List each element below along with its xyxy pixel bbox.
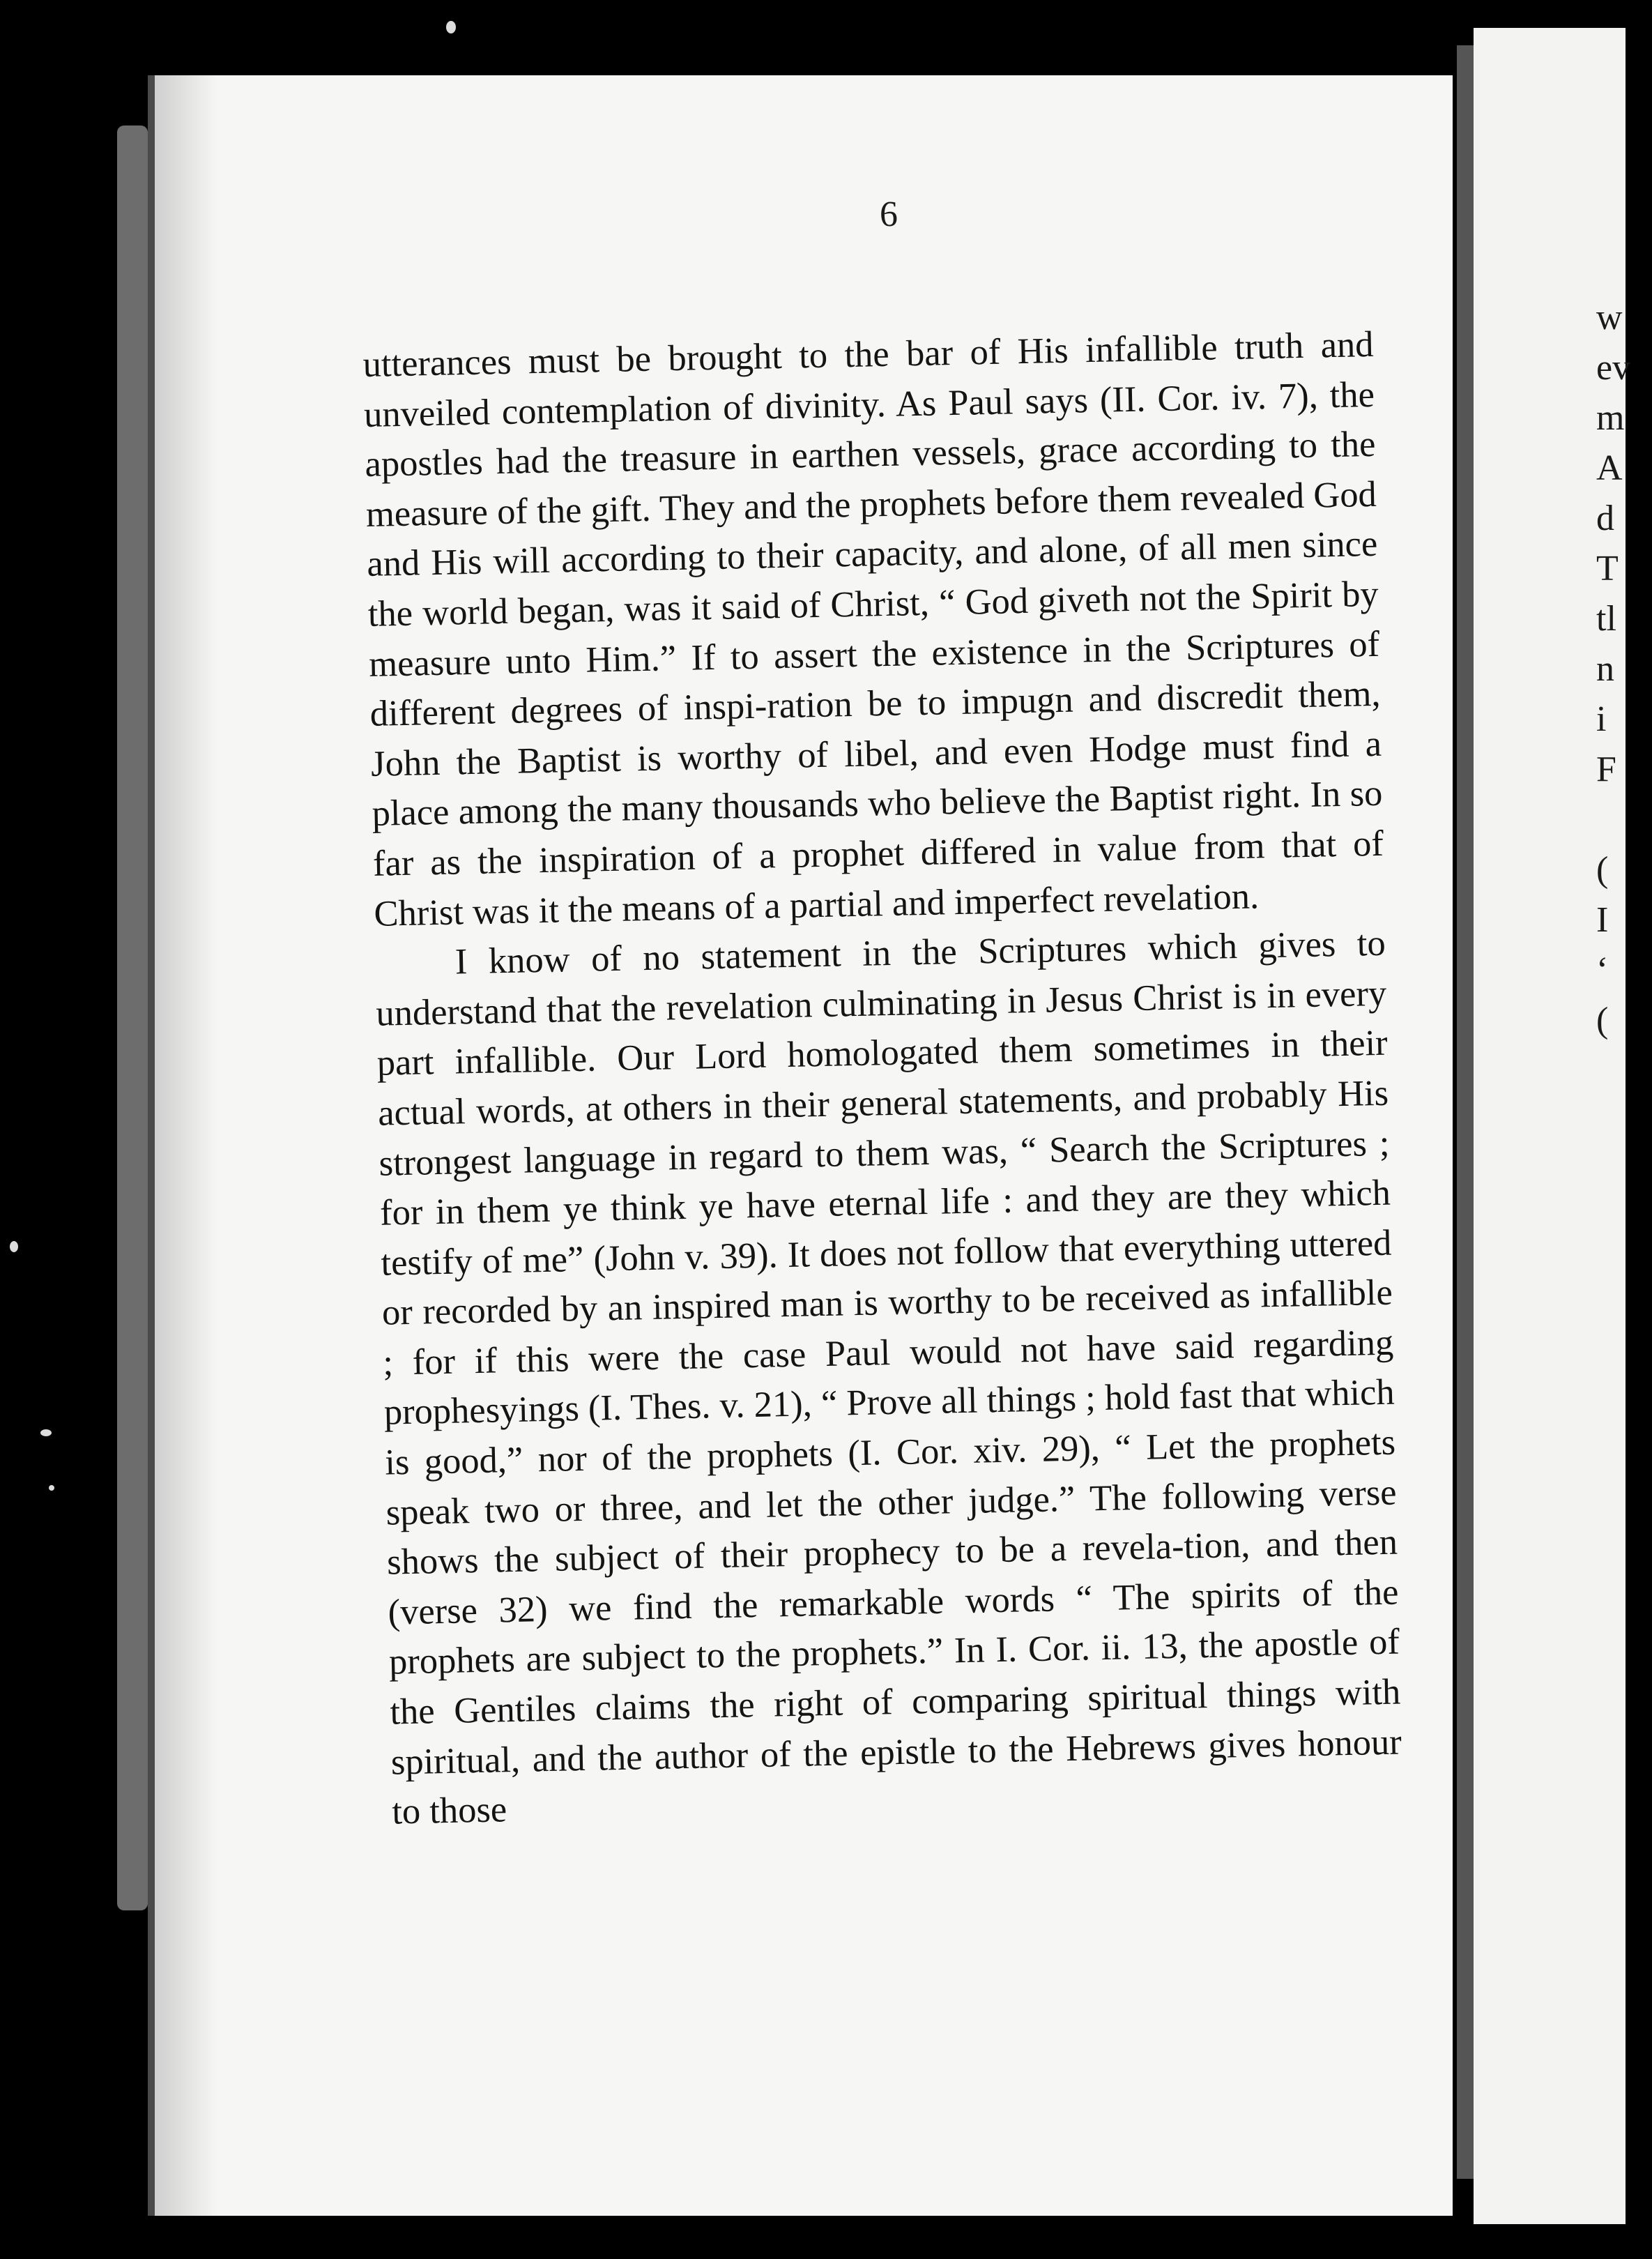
book-page [148, 75, 1453, 2216]
adjacent-fragment: m [1596, 398, 1625, 438]
adjacent-fragment: ( [1596, 1001, 1609, 1040]
torn-page-edge [117, 126, 148, 1910]
scan-speck [40, 1429, 52, 1436]
adjacent-page-text [1596, 293, 1652, 1046]
body-text [362, 320, 1403, 1837]
book-gutter [1457, 45, 1474, 2179]
paragraph: utterances must be brought to the bar of His infallible truth and unveiled contemplation of divinity. As Paul says (II. Cor. iv. 7), the apostles had the treasure in earthen vessels, grace according to the measure of the gift. They and the prophets before them revealed God and His will according to their capacity, and alone, of all men since the world began, was it said of Christ, “ God giveth not the Spirit by measure unto Him.” If to assert the existence in the Scriptures of different degrees of inspi-ration be to impugn and discredit them, John the Baptist is worthy of libel, and even Hodge must find a place among the many thousands who believe the Baptist right. In so far as the inspiration of a prophet differed in value from that of Christ was it the means of a partial and imperfect revelation. [362, 324, 1384, 934]
scan-speck [10, 1241, 18, 1252]
adjacent-fragment: tl [1596, 599, 1616, 639]
adjacent-page [1474, 28, 1631, 2224]
adjacent-fragment: d [1596, 499, 1614, 538]
adjacent-fragment: ( [1596, 850, 1609, 890]
adjacent-fragment: T [1596, 549, 1619, 588]
adjacent-fragment: i [1596, 699, 1607, 739]
page-number: 6 [880, 195, 898, 234]
adjacent-fragment: ev [1596, 348, 1631, 388]
paragraph: I know of no statement in the Scriptures which gives to understand that the revelation culminating in Jesus Christ is in every part infallible. Our Lord homologated them sometimes in their actual words, at others in their general statements, and probably His strongest language in regard to them was, “ Search the Scriptures ; for in them ye think ye have eternal life : and they are they which testify of me” (John v. 39). It does not follow that everything uttered or recorded by an inspired man is worthy to be received as infallible ; for if this were the case Paul would not have said regarding prophesyings (I. Thes. v. 21), “ Prove all things ; hold fast that which is good,” nor of the prophets (I. Cor. xiv. 29), “ Let the prophets speak two or three, and let the other judge.” The following verse shows the subject of their prophecy to be a revela-tion, and then (verse 32) we find the remarkable words “ The spirits of the prophets are subject to the prophets.” In I. Cor. ii. 13, the apostle of the Gentiles claims the right of comparing spiritual things with spiritual, and the author of the epistle to the Hebrews gives honour to those [375, 922, 1402, 1832]
adjacent-fragment: w [1596, 298, 1623, 337]
adjacent-fragment: A [1596, 448, 1623, 488]
scan-speck [446, 21, 456, 33]
adjacent-fragment: F [1596, 750, 1616, 789]
binding-shadow [155, 75, 217, 2216]
adjacent-fragment: I [1596, 900, 1609, 940]
scan-speck [49, 1485, 54, 1491]
adjacent-fragment: n [1596, 649, 1614, 689]
adjacent-fragment: ‘ [1596, 950, 1609, 990]
adjacent-fragment [1596, 795, 1652, 845]
